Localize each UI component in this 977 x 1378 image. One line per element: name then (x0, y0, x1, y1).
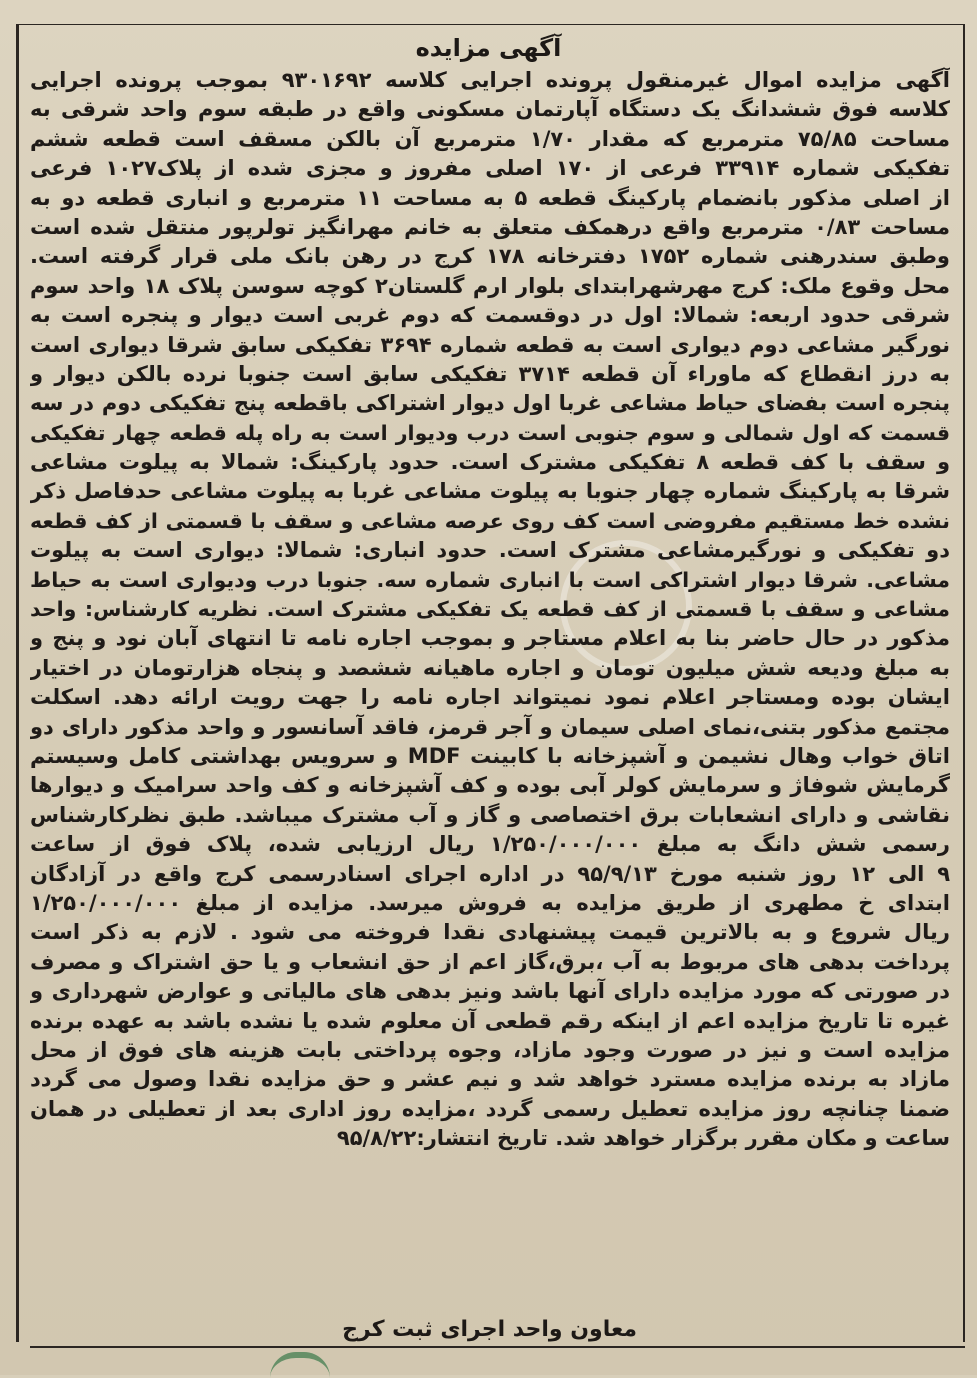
notice-line: و سقف با کف قطعه ۸ تفکیکی مشترک است. حدود پارکینگ: شمالا به پیلوت مشاعی (30, 450, 950, 475)
bottom-divider (30, 1346, 965, 1348)
notice-line: محل وقوع ملک: کرج مهرشهرابتدای بلوار ارم گلستان۲ کوچه سوسن پلاک ۱۸ واحد سوم (30, 273, 950, 298)
notice-line: دو تفکیکی و نورگیرمشاعی مشترک است. حدود انباری: شمالا: دیواری است به پیلوت (30, 538, 950, 563)
notice-line: از اصلی مذکور بانضمام پارکینگ قطعه ۵ به مساحت ۱۱ مترمربع و انباری قطعه دو به (30, 185, 950, 210)
notice-line: ریال شروع و به بالاترین قیمت پیشنهادی نقدا فروخته می شود . لازم به ذکر است (30, 920, 950, 945)
notice-line: مشاعی. شرقا دیوار اشتراکی است با انباری شماره سه. جنوبا درب ودیواری است به حیاط (30, 567, 950, 592)
notice-line: قسمت که اول شمالی و سوم جنوبی است درب ودیوار است به راه پله قطعه چهار تفکیکی (30, 420, 950, 445)
notice-line: به درز انقطاع که ماوراء آن قطعه ۳۷۱۴ تفکیکی سابق است جنوبا نرده بالکن دیوار و (30, 361, 950, 386)
notice-line: ساعت و مکان مقرر برگزار خواهد شد. تاریخ انتشار:۹۵/۸/۲۲ (336, 1126, 950, 1151)
notice-line: نورگیر مشاعی دوم دیواری است به قطعه شماره ۳۶۹۴ تفکیکی سابق شرقا دیواری است (30, 332, 950, 357)
notice-line: شرقی حدود اربعه: شمالا: اول در دوقسمت که دوم غربی است دیوار و پنجره است به (30, 303, 950, 328)
notice-line: مازاد به برنده مزایده مسترد خواهد شد و نیم عشر و حق مزایده نقدا وصول می گردد (30, 1067, 950, 1092)
notice-line: مزایده است و نیز در صورت وجود مازاد، وجوه پرداختی بابت هزینه های فوق از محل (30, 1037, 950, 1062)
notice-line: ۹ الی ۱۲ روز شنبه مورخ ۹۵/۹/۱۳ در اداره اجرای اسنادرسمی کرج واقع در آزادگان (30, 861, 950, 886)
notice-line: به مبلغ ودیعه شش میلیون تومان و اجاره ماهیانه ششصد و پنجاه هزارتومان در اختیار (30, 655, 950, 680)
notice-line: وطبق سندرهنی شماره ۱۷۵۲ دفترخانه ۱۷۸ کرج در رهن بانک ملی قرار گرفته است. (30, 244, 950, 269)
notice-line: آگهی مزایده اموال غیرمنقول پرونده اجرایی کلاسه ۹۳۰۱۶۹۲ بموجب پرونده اجرایی (30, 68, 950, 92)
notice-line: ضمنا چنانچه روز مزایده تعطیل رسمی گردد ،مزایده روز اداری بعد از تعطیلی در همان (30, 1096, 950, 1121)
notice-line: کلاسه فوق ششدانگ یک دستگاه آپارتمان مسکونی واقع در طبقه سوم واحد شرقی به (30, 97, 950, 122)
notice-line: پنجره است بفضای حیاط مشاعی غربا اول دیوار اشتراکی باقطعه پنج تفکیکی دوم در سه (30, 391, 950, 416)
notice-line: تفکیکی شماره ۳۳۹۱۴ فرعی از ۱۷۰ اصلی مفروز و مجزی شده از پلاک۱۰۲۷ فرعی (30, 156, 950, 181)
notice-body (30, 66, 950, 1153)
notice-line: رسمی شش دانگ به مبلغ ۱/۲۵۰/۰۰۰/۰۰۰ ریال ارزیابی شده، پلاک فوق از ساعت (30, 832, 950, 857)
notice-line: ابتدای خ مطهری از طریق مزایده به فروش میرسد. مزایده از مبلغ ۱/۲۵۰/۰۰۰/۰۰۰ (30, 890, 950, 915)
notice-line: نقاشی و دارای انشعابات برق اختصاصی و گاز و آب مشترک میباشد. طبق نظرکارشناس (30, 802, 950, 827)
notice-line: مساحت ۰/۸۳ مترمربع واقع درهمکف متعلق به خانم مهرانگیز تولرپور منتقل شده است (30, 214, 950, 239)
notice-line: شرقا به پارکینگ شماره چهار جنوبا به پیلوت مشاعی غربا به پیلوت مشاعی حدفاصل ذکر (30, 479, 950, 504)
notice-line: مذکور در حال حاضر بنا به اعلام مستاجر و بموجب اجاره نامه تا انتهای آبان نود و پنج و (30, 626, 950, 651)
notice-line: در صورتی که مورد مزایده دارای آنها باشد ونیز بدهی های مالیاتی و عوارض شهرداری و (30, 979, 950, 1004)
notice-line: گرمایش شوفاژ و سرمایش کولر آبی بوده و کف آشپزخانه و کف واحد سرامیک و دیوارها (30, 773, 950, 798)
notice-line: مشاعی و سقف با قسمتی از کف قطعه یک تفکیکی مشترک است. نظریه کارشناس: واحد (30, 597, 950, 622)
notice-line: اتاق خواب وهال نشیمن و آشپزخانه با کابینت MDF و سرویس بهداشتی کامل وسیستم (30, 743, 950, 768)
notice-line: غیره تا تاریخ مزایده اعم از اینکه رقم قطعی آن معلوم شده یا نشده باشد به عهده برنده (30, 1008, 950, 1033)
notice-line: ایشان بوده ومستاجر اعلام نمود نمیتواند اجاره نامه را جهت رویت ارائه دهد. اسکلت (30, 685, 950, 710)
signature-line: معاون واحد اجرای ثبت کرج (342, 1317, 637, 1342)
notice-line: نشده خط مستقیم مفروضی است کف روی عرصه مشاعی و سقف با قسمتی از کف قطعه (30, 508, 950, 533)
notice-line: مساحت ۷۵/۸۵ مترمربع که مقدار ۱/۷۰ مترمربع آن بالکن مسقف است قطعه ششم (30, 126, 950, 151)
bottom-logo-fragment (270, 1352, 330, 1378)
notice-line: مجتمع مذکور بتنی،نمای اصلی سیمان و آجر قرمز، فاقد آسانسور و واحد مذکور دارای دو (30, 714, 950, 739)
notice-line: پرداخت بدهی های مربوط به آب ،برق،گاز اعم از حق انشعاب و یا حق اشتراک و مصرف (30, 949, 950, 974)
notice-title: آگهی مزایده (415, 34, 562, 62)
